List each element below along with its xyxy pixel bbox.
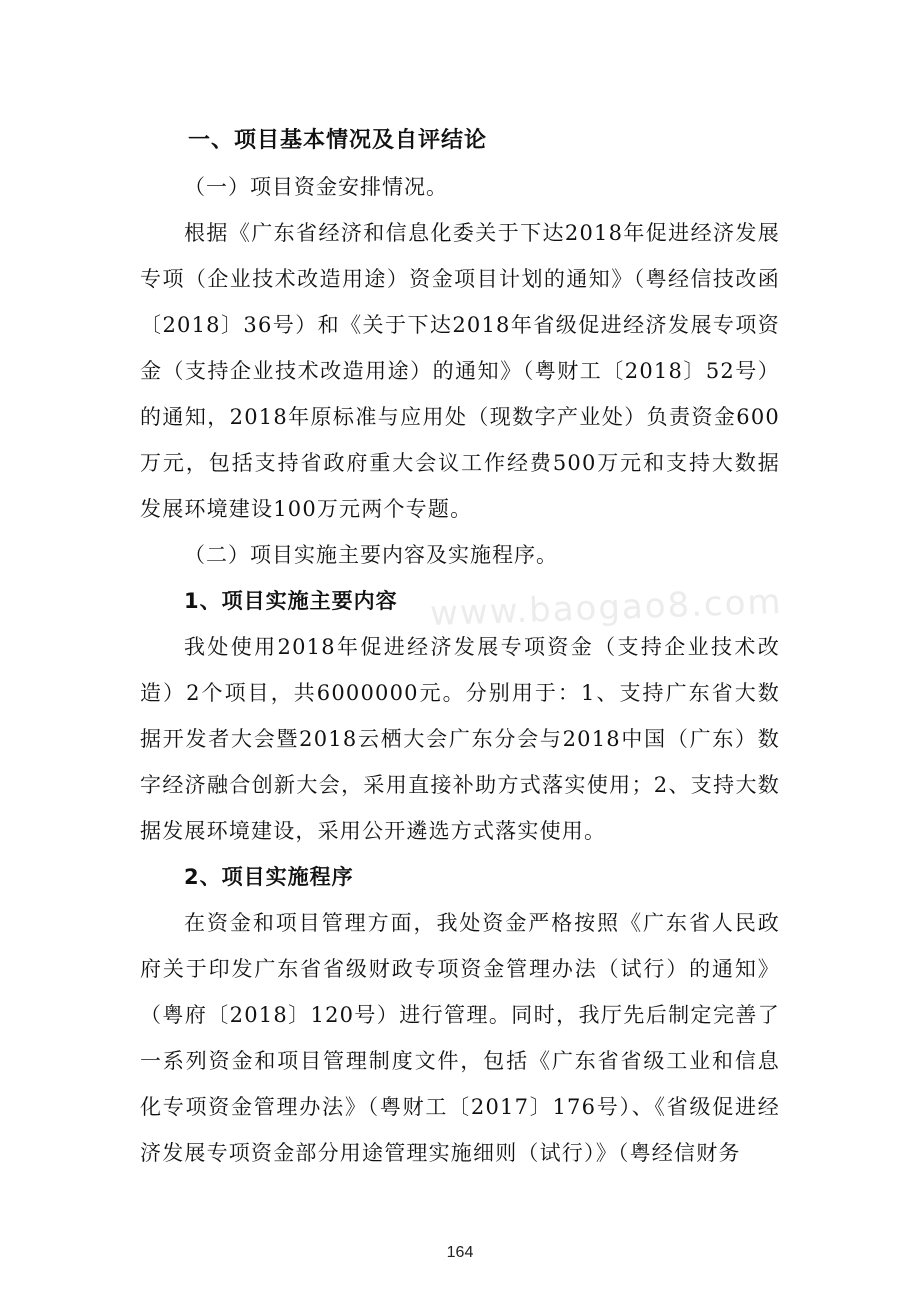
section-heading: 一、项目基本情况及自评结论: [188, 128, 488, 153]
procedure-heading: 2、项目实施程序: [184, 865, 354, 889]
content-heading: 1、项目实施主要内容: [184, 589, 398, 613]
document-body: [140, 118, 780, 1176]
paragraph-funding: 根据《广东省经济和信息化委关于下达2018年促进经济发展专项（企业技术改造用途）资金项目计划的通知》（粤经信技改函〔2018〕36号）和《关于下达2018年省级促进经济发展专项资金（支持企业技术改造用途）的通知》（粤财工〔2018〕52号）的通知，2018年原标准与应用处（现数字产业处）负责资金600万元，包括支持省政府重大会议工作经费500万元和支持大数据发展环境建设100万元两个专题。: [140, 221, 780, 521]
paragraph-content: 我处使用2018年促进经济发展专项资金（支持企业技术改造）2个项目，共6000000元。分别用于：1、支持广东省大数据开发者大会暨2018云栖大会广东分会与2018中国（广东）数字经济融合创新大会，采用直接补助方式落实使用；2、支持大数据发展环境建设，采用公开遴选方式落实使用。: [140, 635, 780, 843]
subsection-implementation-heading: （二）项目实施主要内容及实施程序。: [184, 543, 558, 567]
watermark-text: www.baogao8.com: [429, 581, 784, 635]
paragraph-procedure: 在资金和项目管理方面，我处资金严格按照《广东省人民政府关于印发广东省省级财政专项资金管理办法（试行）的通知》（粤府〔2018〕120号）进行管理。同时，我厅先后制定完善了一系列资金和项目管理制度文件，包括《广东省省级工业和信息化专项资金管理办法》（粤财工〔2017〕176号）、《省级促进经济发展专项资金部分用途管理实施细则（试行）》（粤经信财务: [140, 911, 780, 1165]
page-number: 164: [446, 1244, 474, 1261]
subsection-funding-heading: （一）项目资金安排情况。: [184, 175, 448, 199]
